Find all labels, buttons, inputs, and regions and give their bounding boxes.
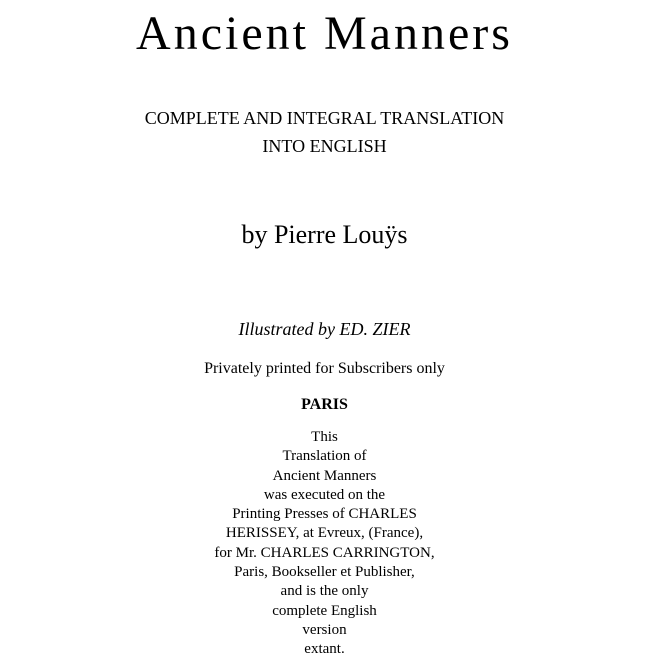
subtitle-line: INTO ENGLISH [262,136,387,156]
book-title: Ancient Manners [136,7,513,60]
colophon-line: complete English [272,602,377,619]
colophon-line: HERISSEY, at Evreux, (France), [225,525,424,542]
colophon [0,428,649,660]
colophon-line: and is the only [280,583,369,600]
colophon-line: This [311,429,338,445]
book-subtitle [0,104,649,160]
colophon-line: Ancient Manners [272,467,377,484]
place-of-publication: PARIS [301,396,348,413]
colophon-line: for Mr. CHARLES CARRINGTON, [214,544,435,561]
illustrator-line: Illustrated by ED. ZIER [238,319,411,339]
colophon-line: Printing Presses of CHARLES [232,506,417,523]
colophon-line: extant. [304,641,345,658]
colophon-line: was executed on the [263,486,386,503]
printing-note: Privately printed for Subscribers only [204,360,445,377]
colophon-line: Paris, Bookseller et Publisher, [234,564,415,581]
author-line: by Pierre Louÿs [241,220,408,249]
subtitle-line: COMPLETE AND INTEGRAL TRANSLATION [144,108,505,128]
colophon-line: Translation of [282,448,367,465]
colophon-line: version [302,621,347,638]
